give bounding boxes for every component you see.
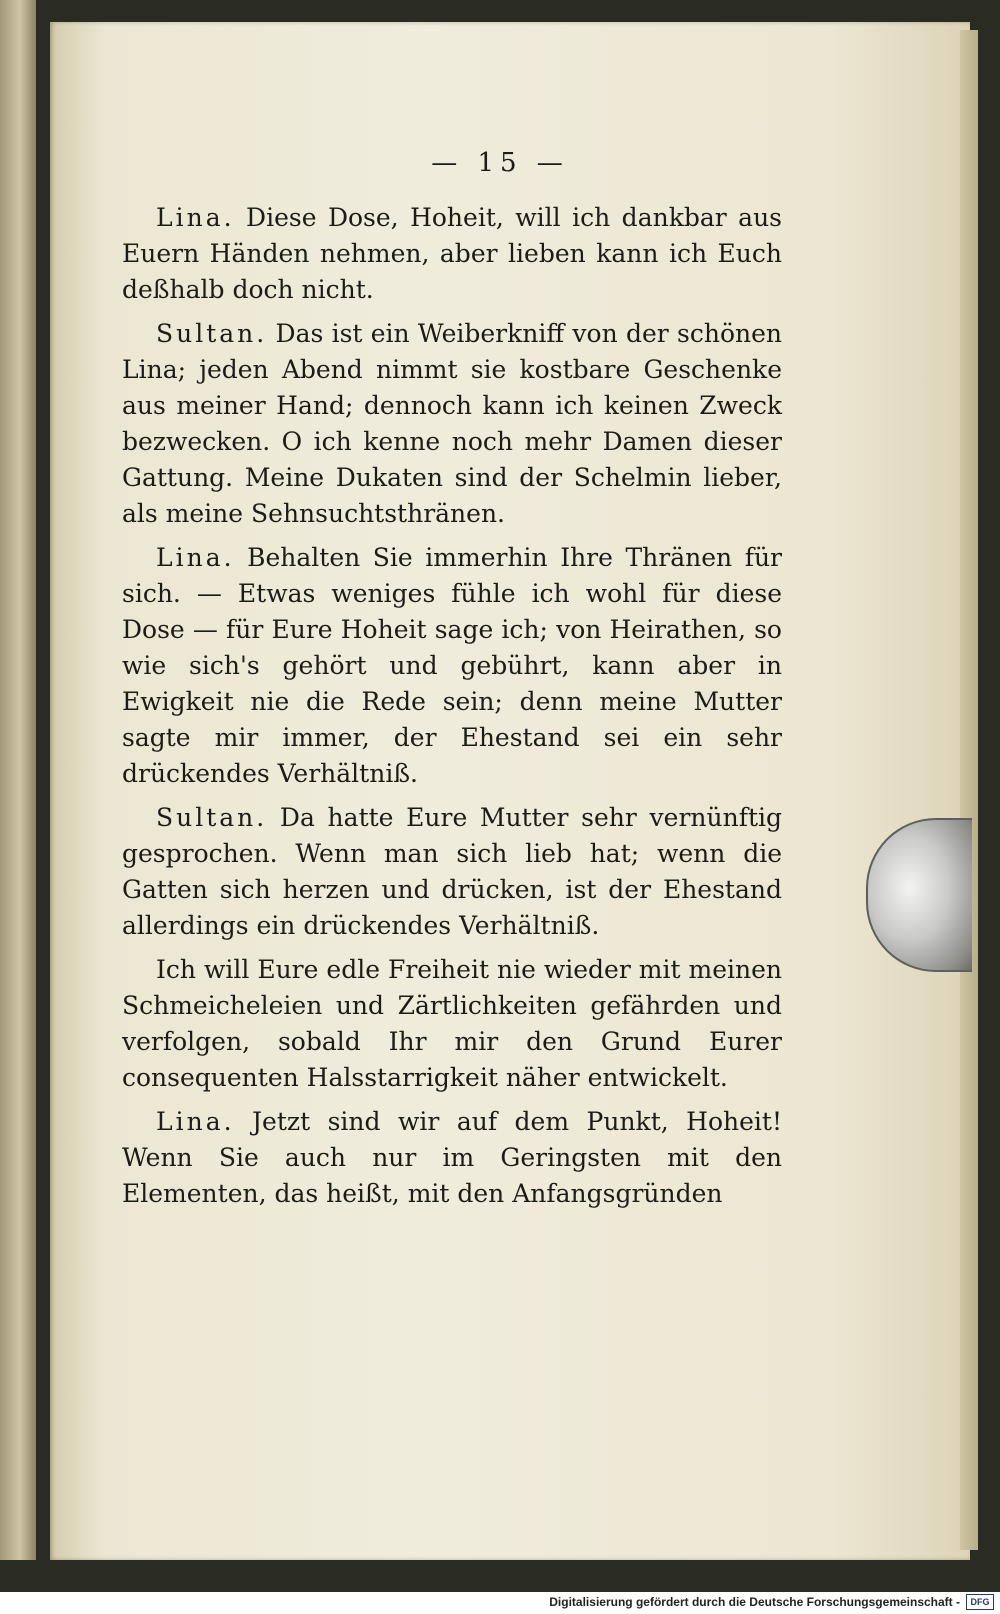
speaker-name: Lina. — [156, 203, 235, 232]
speaker-name: Lina. — [156, 543, 235, 572]
paragraph — [122, 316, 782, 532]
speaker-name: Sultan. — [156, 319, 268, 348]
paragraph-text: Diese Dose, Hoheit, will ich dankbar aus Euern Händen nehmen, aber lieben kann ich Euch deßhalb doch nicht. — [122, 203, 782, 304]
speaker-name: Lina. — [156, 1107, 235, 1136]
paragraph — [122, 540, 782, 792]
page-number: — 15 — — [431, 148, 569, 178]
paragraph-text: Ich will Eure edle Freiheit nie wieder mit meinen Schmeicheleien und Zärtlichkeiten gefährden und verfolgen, sobald Ihr mir den Grund Eurer consequenten Halsstarrigkeit näher entwickelt. — [122, 955, 782, 1092]
paragraph — [122, 800, 782, 944]
paragraph — [122, 200, 782, 308]
paragraph-text: Das ist ein Weiberkniff von der schönen Lina; jeden Abend nimmt sie kostbare Geschenke aus meiner Hand; dennoch kann ich keinen Zweck bezwecken. O ich kenne noch mehr Damen dieser Gattung. Meine Dukaten sind der Schelmin lieber, als meine Sehnsuchtsthränen. — [122, 319, 782, 528]
digitization-credit — [549, 1593, 994, 1611]
speaker-name: Sultan. — [156, 803, 268, 832]
paragraph-text: Behalten Sie immerhin Ihre Thränen für sich. — Etwas weniges fühle ich wohl für diese Dose — für Eure Hoheit sage ich; von Heirathen, so wie sich's gehört und gebührt, kann aber in Ewigkeit nie die Rede sein; denn meine Mutter sagte mir immer, der Ehestand sei ein sehr drückendes Verhältniß. — [122, 543, 782, 788]
body-text — [122, 200, 782, 1220]
paragraph — [122, 952, 782, 1096]
paragraph-text: Da hatte Eure Mutter sehr vernünftig gesprochen. Wenn man sich lieb hat; wenn die Gatten sich herzen und drücken, ist der Ehestand allerdings ein drückendes Verhältniß. — [122, 803, 782, 940]
previous-page-edge — [0, 0, 36, 1560]
page-stack-edge — [960, 30, 978, 1550]
paragraph — [122, 1104, 782, 1212]
dfg-logo: DFG — [966, 1594, 994, 1610]
paragraph-text: Jetzt sind wir auf dem Punkt, Hoheit! Wenn Sie auch nur im Geringsten mit den Elementen, das heißt, mit den Anfangsgründen — [122, 1107, 782, 1208]
credit-text: Digitalisierung gefördert durch die Deutsche Forschungsgemeinschaft - — [549, 1595, 960, 1609]
